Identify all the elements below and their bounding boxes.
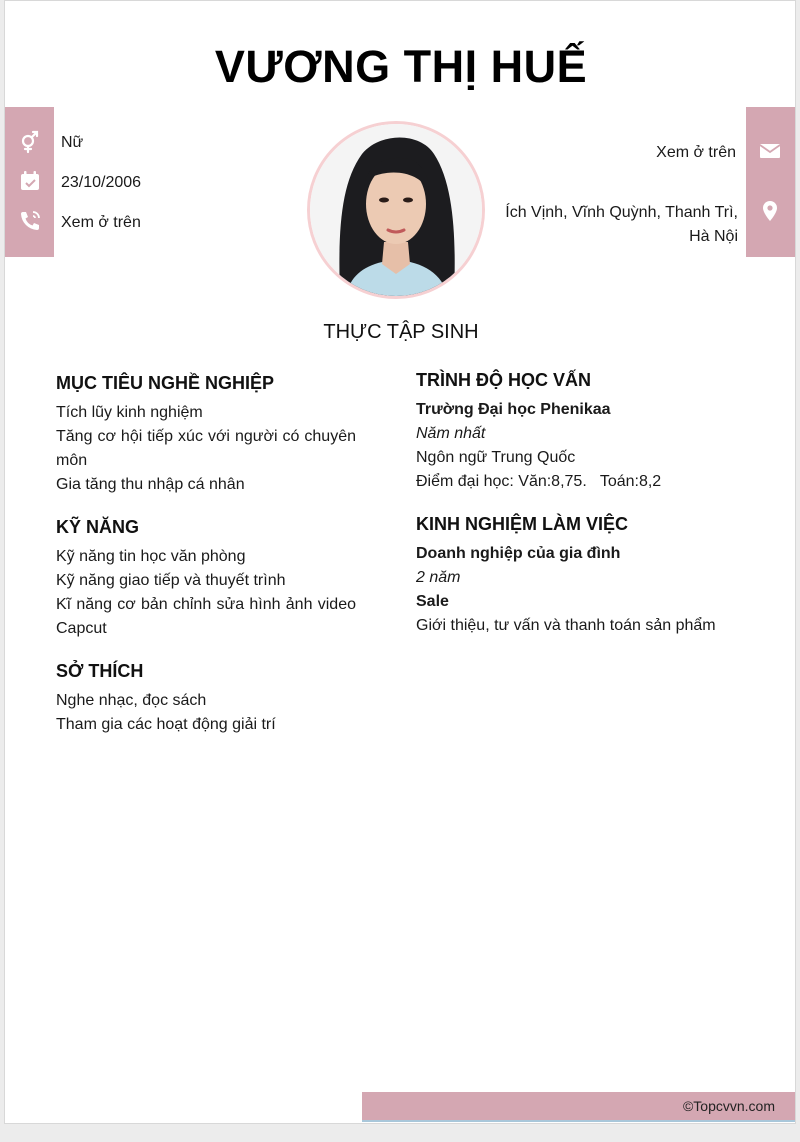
hobbies-section — [56, 659, 356, 737]
address-value: Ích Vịnh, Vĩnh Quỳnh, Thanh Trì, Hà Nội — [505, 204, 738, 245]
school-year: Năm nhất — [416, 425, 486, 442]
portrait-photo — [310, 124, 482, 296]
experience-duration: 2 năm — [416, 569, 461, 586]
hobby-item: Nghe nhạc, đọc sách — [56, 692, 207, 709]
hobbies-title: SỞ THÍCH — [56, 661, 144, 681]
email-icon — [758, 139, 782, 163]
experience-role: Sale — [416, 593, 449, 610]
experience-description: Giới thiệu, tư vấn và thanh toán sản phẩm — [416, 617, 716, 634]
objective-section — [56, 371, 356, 497]
school-major: Ngôn ngữ Trung Quốc — [416, 449, 576, 466]
phone-value: Xem ở trên — [61, 214, 141, 231]
school-scores: Điểm đại học: Văn:8,75. Toán:8,2 — [416, 473, 662, 490]
footer-bar — [362, 1092, 796, 1122]
skills-section — [56, 515, 356, 641]
school-name: Trường Đại học Phenikaa — [416, 401, 611, 418]
gender-icon — [18, 130, 42, 154]
experience-title: KINH NGHIỆM LÀM VIỆC — [416, 514, 629, 534]
company-name: Doanh nghiệp của gia đình — [416, 545, 621, 562]
location-icon — [758, 199, 782, 223]
objective-item: Tích lũy kinh nghiệm — [56, 404, 203, 421]
position-title: THỰC TẬP SINH — [323, 321, 479, 343]
email-value: Xem ở trên — [656, 144, 736, 161]
birthday-value: 23/10/2006 — [61, 174, 142, 191]
hobby-item: Tham gia các hoạt động giải trí — [56, 716, 276, 733]
skill-item: Kĩ năng cơ bản chỉnh sửa hình ảnh video Capcut — [56, 596, 356, 637]
right-column — [416, 368, 736, 656]
skill-item: Kỹ năng tin học văn phòng — [56, 548, 246, 565]
cv-page — [4, 0, 796, 1124]
skill-item: Kỹ năng giao tiếp và thuyết trình — [56, 572, 286, 589]
objective-item: Gia tăng thu nhập cá nhân — [56, 476, 245, 493]
phone-icon — [18, 209, 42, 233]
skills-title: KỸ NĂNG — [56, 517, 140, 537]
candidate-name: VƯƠNG THỊ HUẾ — [214, 41, 588, 92]
education-section — [416, 368, 736, 494]
right-contact-bar — [746, 107, 795, 257]
objective-title: MỤC TIÊU NGHỀ NGHIỆP — [56, 373, 275, 393]
gender-value: Nữ — [61, 134, 84, 151]
copyright-link[interactable]: ©Topcvvn.com — [682, 1098, 775, 1114]
calendar-icon — [18, 169, 42, 193]
objective-item: Tăng cơ hội tiếp xúc với người có chuyên môn — [56, 428, 356, 469]
experience-section — [416, 512, 736, 638]
left-contact-bar — [5, 107, 54, 257]
avatar — [307, 121, 485, 299]
left-column — [56, 371, 356, 755]
education-title: TRÌNH ĐỘ HỌC VẤN — [416, 370, 591, 390]
